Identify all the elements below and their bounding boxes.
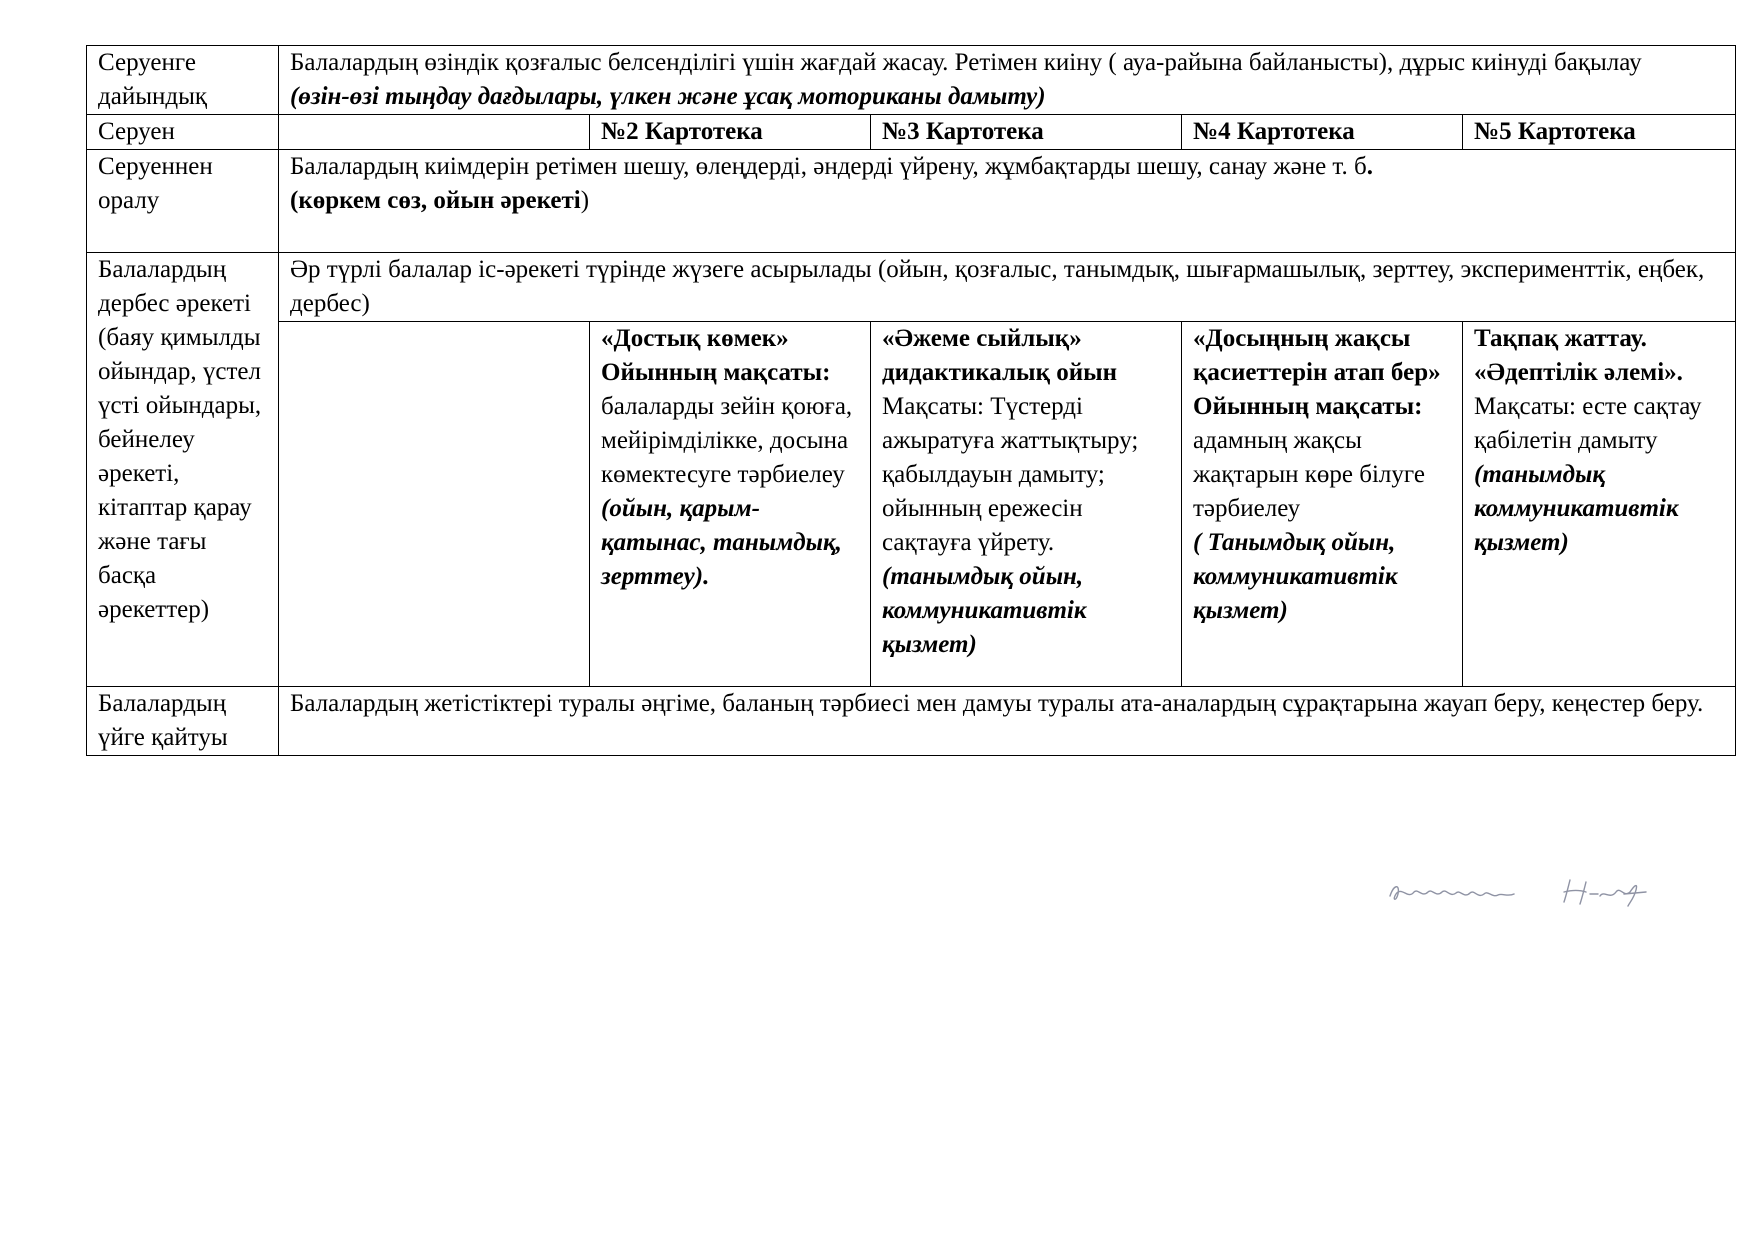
game-2-areas: (танымдық ойын, коммуникативтік қызмет) xyxy=(882,563,1087,658)
walk-prep-text: Балалардың өзіндік қозғалыс белсенділігі үшін жағдай жасау. Ретімен киіну ( ауа-райына байланысты), дұрыс киінуді бақылау xyxy=(290,49,1642,76)
walk-return-text: Балалардың киімдерін ретімен шешу, өлеңдерді, әндерді үйрену, жұмбақтарды шешу, санау және т. б xyxy=(290,153,1367,180)
walk-card-3: №3 Картотека xyxy=(871,115,1182,150)
walk-return-content xyxy=(279,150,1736,253)
game-3-areas: ( Танымдық ойын, коммуникативтік қызмет) xyxy=(1193,529,1398,624)
game-cell-1 xyxy=(590,322,871,687)
walk-return-text-end: . xyxy=(1366,153,1373,180)
walk-return-areas-close: ) xyxy=(580,187,590,214)
walk-label: Серуен xyxy=(87,115,279,150)
walk-card-2: №2 Картотека xyxy=(590,115,871,150)
game-4-body: Мақсаты: есте сақтау қабілетін дамыту xyxy=(1474,393,1702,454)
handwritten-signature xyxy=(1384,872,1684,914)
game-1-areas: (ойын, қарым-қатынас, танымдық, зерттеу). xyxy=(601,495,842,590)
walk-empty-cell xyxy=(279,115,590,150)
walk-row xyxy=(87,115,1736,150)
walk-card-5: №5 Картотека xyxy=(1463,115,1736,150)
game-2-body: Мақсаты: Түстерді ажыратуға жаттықтыру; қабылдауын дамыту; ойынның ережесін сақтауға үйрету. xyxy=(882,393,1139,556)
games-empty-cell xyxy=(279,322,590,687)
game-cell-3 xyxy=(1182,322,1463,687)
game-1-body: балаларды зейін қоюға, мейірімділікке, досына көмектесуге тәрбиелеу xyxy=(601,393,853,488)
game-4-title: Тақпақ жаттау. «Әдептілік әлемі». xyxy=(1474,325,1683,386)
game-2-title: «Әжеме сыйлық» дидактикалық ойын xyxy=(882,325,1118,386)
walk-return-label: Серуеннен оралу xyxy=(87,150,279,253)
activities-intro-row xyxy=(87,253,1736,322)
going-home-text: Балалардың жетістіктері туралы әңгіме, баланың тәрбиесі мен дамуы туралы ата-аналардың сұрақтарына жауап беру, кеңестер беру. xyxy=(279,687,1736,756)
game-cell-4 xyxy=(1463,322,1736,687)
walk-return-row xyxy=(87,150,1736,253)
game-3-title: «Досыңның жақсы қасиеттерін атап бер» Ойынның мақсаты: xyxy=(1193,325,1441,420)
game-4-areas: (танымдық коммуникативтік қызмет) xyxy=(1474,461,1679,556)
walk-card-4: №4 Картотека xyxy=(1182,115,1463,150)
game-3-body: адамның жақсы жақтарын көре білуге тәрбиелеу xyxy=(1193,427,1425,522)
walk-prep-row xyxy=(87,46,1736,115)
walk-prep-content xyxy=(279,46,1736,115)
activities-intro: Әр түрлі балалар іс-әрекеті түрінде жүзеге асырылады (ойын, қозғалыс, танымдық, шығармашылық, зерттеу, эксперименттік, еңбек, дербес) xyxy=(279,253,1736,322)
activities-label: Балалардың дербес әрекеті (баяу қимылды ойындар, үстел үсті ойындары, бейнелеу әрекеті, кітаптар қарау және тағы басқа әрекеттер) xyxy=(87,253,279,687)
game-cell-2 xyxy=(871,322,1182,687)
game-1-title: «Достық көмек» Ойынның мақсаты: xyxy=(601,325,831,386)
walk-prep-label: Серуенге дайындық xyxy=(87,46,279,115)
plan-table xyxy=(86,45,1736,756)
going-home-row xyxy=(87,687,1736,756)
activities-games-row xyxy=(87,322,1736,687)
walk-prep-skills: (өзін-өзі тыңдау дағдылары, үлкен және ұсақ моториканы дамыту) xyxy=(290,83,1046,110)
walk-return-areas: (көркем сөз, ойын әрекеті xyxy=(290,187,581,214)
going-home-label: Балалардың үйге қайтуы xyxy=(87,687,279,756)
